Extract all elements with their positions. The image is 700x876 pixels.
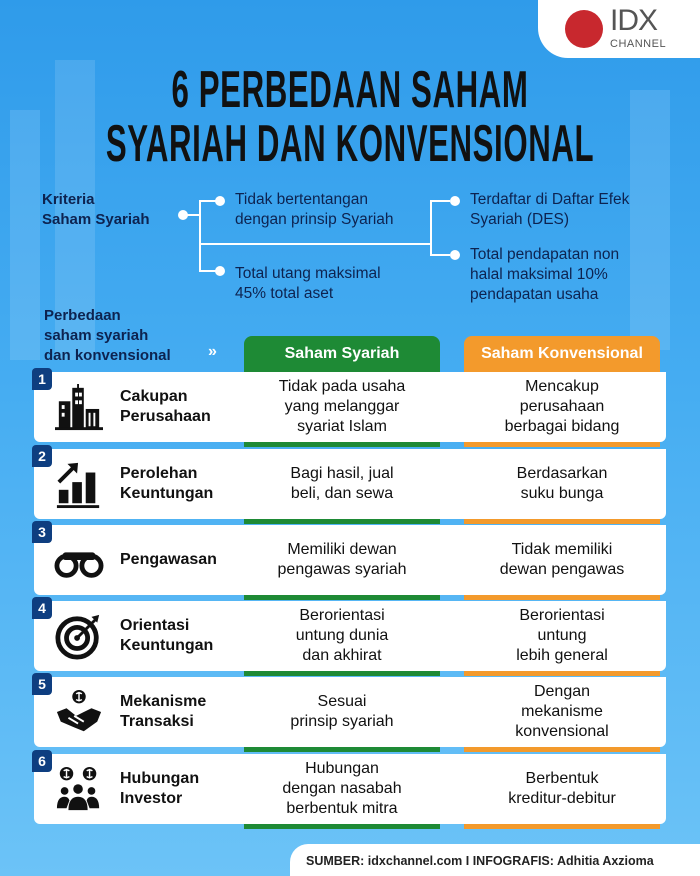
column-header-syariah: Saham Syariah	[244, 336, 440, 372]
konvensional-column-bar	[464, 442, 660, 447]
cell-syariah: Hubungan dengan nasabah berbentuk mitra	[282, 760, 402, 817]
cell-konvensional: Mencakup perusahaan berbagai bidang	[504, 378, 620, 435]
cell-syariah: Bagi hasil, jual beli, dan sewa	[290, 465, 394, 502]
cell-syariah: Berorientasi untung dunia dan akhirat	[295, 607, 389, 664]
comparison-row	[34, 525, 666, 595]
row-number-badge: 6	[32, 750, 52, 772]
tree-node	[215, 266, 225, 276]
comparison-row	[34, 449, 666, 519]
tree-node	[215, 196, 225, 206]
idx-channel-logo	[538, 0, 700, 58]
row-label: Mekanisme Transaksi	[120, 693, 207, 730]
konvensional-column-bar	[464, 595, 660, 600]
row-number-badge: 4	[32, 597, 52, 619]
comparison-label: Perbedaan saham syariah dan konvensional	[44, 307, 171, 364]
syariah-column-bar	[244, 824, 440, 829]
row-label: Perolehan Keuntungan	[120, 465, 214, 502]
row-number-badge: 5	[32, 673, 52, 695]
column-header-konvensional: Saham Konvensional	[464, 336, 660, 372]
cell-konvensional: Tidak memiliki dewan pengawas	[499, 541, 625, 578]
buildings-icon	[54, 384, 104, 432]
chevron-right-icon: »	[208, 343, 217, 360]
cell-syariah: Tidak pada usaha yang melanggar syariat Islam	[278, 378, 406, 435]
bg-arrow	[10, 110, 40, 360]
target-icon	[54, 613, 104, 661]
comparison-row	[34, 677, 666, 747]
syariah-column-bar	[244, 595, 440, 600]
cell-syariah: Memiliki dewan pengawas syariah	[277, 541, 407, 578]
logo-globe-icon	[565, 10, 603, 48]
row-label: Pengawasan	[120, 551, 217, 568]
page-title-line1: 6 PERBEDAAN SAHAM	[171, 61, 529, 119]
comparison-row	[34, 372, 666, 442]
investors-icon	[54, 766, 104, 814]
criteria-item: Terdaftar di Daftar Efek Syariah (DES)	[470, 191, 630, 228]
comparison-row	[34, 601, 666, 671]
cell-konvensional: Berdasarkan suku bunga	[516, 465, 608, 502]
syariah-column-bar	[244, 519, 440, 524]
tree-line	[186, 214, 200, 216]
syariah-column-bar	[244, 442, 440, 447]
handshake-icon	[54, 689, 104, 737]
konvensional-column-bar	[464, 824, 660, 829]
tree-line	[199, 200, 201, 272]
criteria-item: Tidak bertentangan dengan prinsip Syariah	[235, 191, 394, 228]
syariah-column-bar	[244, 671, 440, 676]
source-credit: SUMBER: idxchannel.com I INFOGRAFIS: Adhitia Axzioma	[290, 844, 700, 876]
row-number-badge: 3	[32, 521, 52, 543]
konvensional-column-bar	[464, 671, 660, 676]
row-label: Cakupan Perusahaan	[120, 388, 211, 425]
tree-node	[450, 196, 460, 206]
growth-chart-icon	[54, 461, 104, 509]
cell-konvensional: Berorientasi untung lebih general	[516, 607, 608, 664]
tree-line	[430, 200, 450, 202]
logo-subtext: CHANNEL	[610, 38, 667, 50]
row-number-badge: 2	[32, 445, 52, 467]
criteria-item: Total pendapatan non halal maksimal 10% pendapatan usaha	[470, 246, 620, 303]
criteria-label: Kriteria Saham Syariah	[42, 191, 150, 228]
logo-text: IDX	[610, 4, 658, 37]
syariah-column-bar	[244, 747, 440, 752]
page-title-line2: SYARIAH DAN KONVENSIONAL	[105, 115, 595, 173]
row-label: Hubungan Investor	[120, 770, 200, 807]
row-number-badge: 1	[32, 368, 52, 390]
konvensional-column-bar	[464, 519, 660, 524]
cell-syariah: Sesuai prinsip syariah	[290, 693, 394, 730]
cell-konvensional: Berbentuk kreditur-debitur	[508, 770, 616, 807]
comparison-row	[34, 754, 666, 824]
cell-konvensional: Dengan mekanisme konvensional	[515, 683, 609, 740]
tree-node	[450, 250, 460, 260]
binoculars-icon	[54, 537, 104, 585]
bg-arrow	[630, 90, 670, 350]
tree-line	[430, 200, 432, 256]
criteria-item: Total utang maksimal 45% total aset	[235, 265, 381, 302]
row-label: Orientasi Keuntungan	[120, 617, 214, 654]
tree-line	[199, 243, 431, 245]
konvensional-column-bar	[464, 747, 660, 752]
tree-line	[430, 254, 450, 256]
